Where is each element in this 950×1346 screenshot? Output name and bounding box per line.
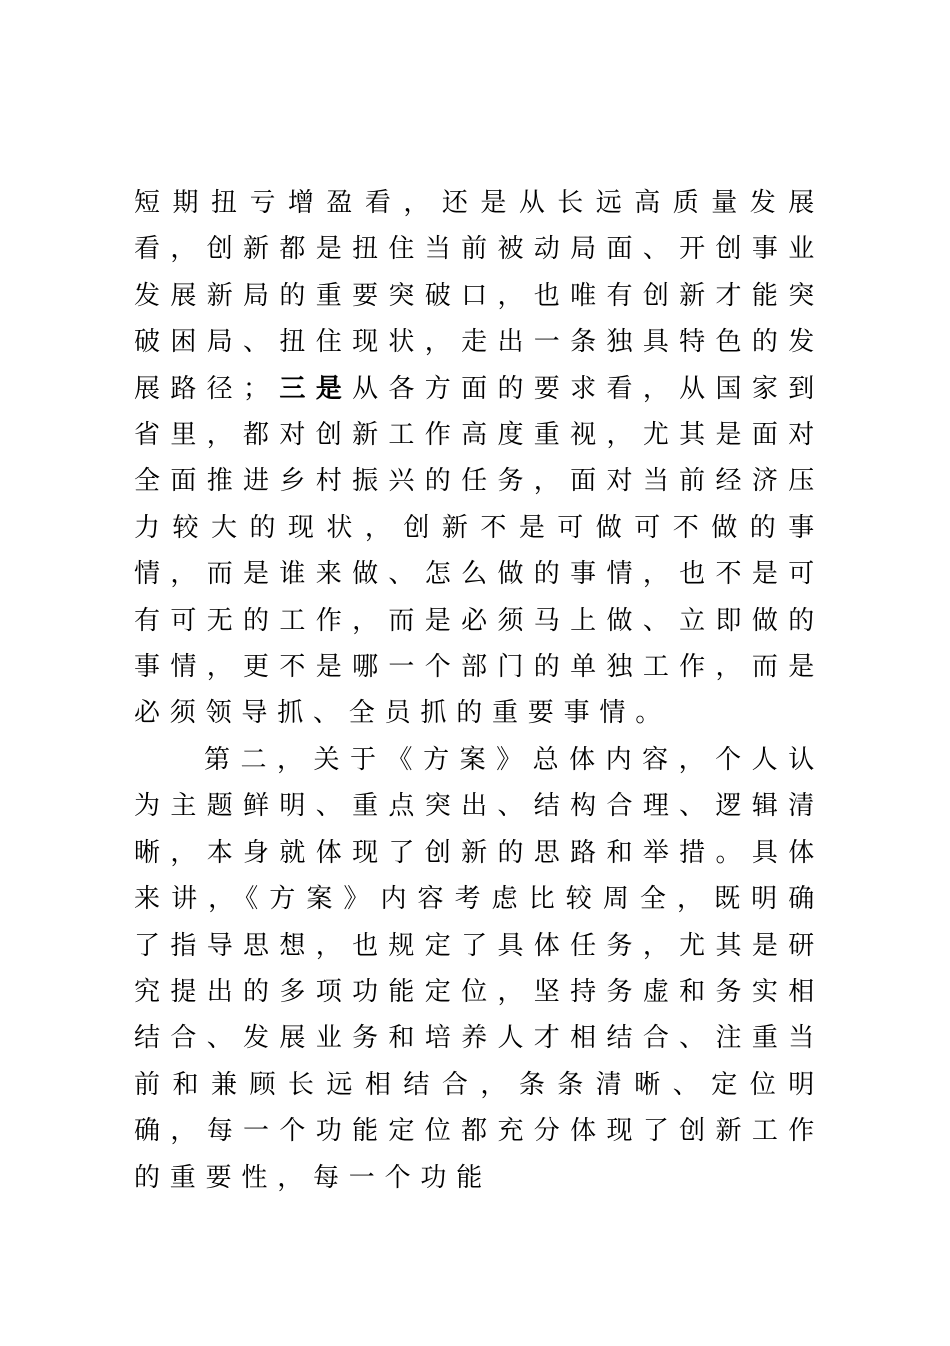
- paragraph-1-bold-marker: 三是: [278, 373, 353, 404]
- paragraph-1-text-start: 短期扭亏增盈看，还是从长远高质量发展看，创新都是扭住当前被动局面、开创事业发展新局的重要突破口，也唯有创新才能突破困局、扭住现状，走出一条独具特色的发展路径；: [134, 188, 824, 404]
- document-body: [134, 180, 824, 1201]
- paragraph-1-text-end: 从各方面的要求看，从国家到省里，都对创新工作高度重视，尤其是面对全面推进乡村振兴的任务，面对当前经济压力较大的现状，创新不是可做可不做的事情，而是谁来做、怎么做的事情，也不是可有可无的工作，而是必须马上做、立即做的事情，更不是哪一个部门的单独工作，而是必须领导抓、全员抓的重要事情。: [134, 373, 824, 729]
- paragraph-2: 第二，关于《方案》总体内容，个人认为主题鲜明、重点突出、结构合理、逻辑清晰，本身就体现了创新的思路和举措。具体来讲，《方案》内容考虑比较周全，既明确了指导思想，也规定了具体任务，尤其是研究提出的多项功能定位，坚持务虚和务实相结合、发展业务和培养人才相结合、注重当前和兼顾长远相结合，条条清晰、定位明确，每一个功能定位都充分体现了创新工作的重要性，每一个功能: [134, 744, 824, 1193]
- paragraph-1: [134, 180, 824, 737]
